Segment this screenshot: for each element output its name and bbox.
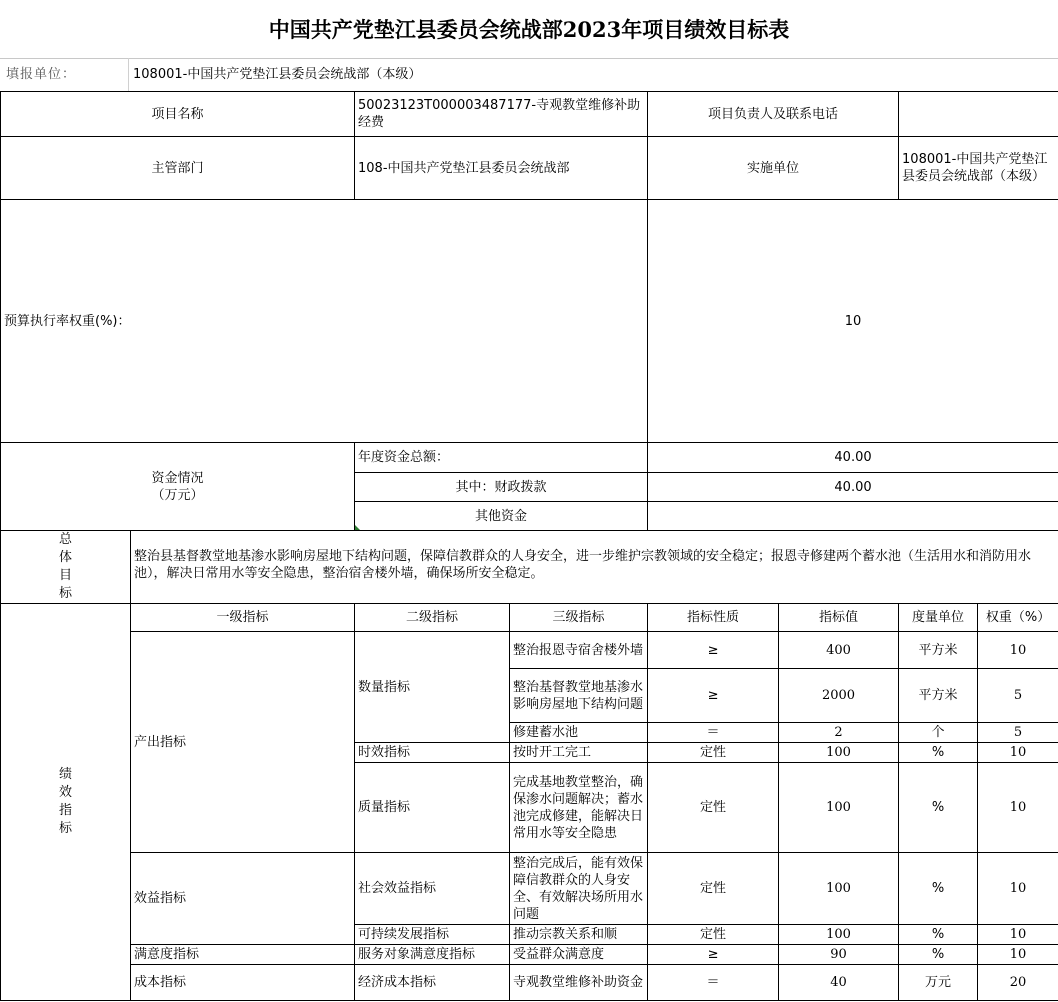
impl-unit-value[interactable]: 108001-中国共产党垫江县委员会统战部（本级）	[899, 137, 1058, 200]
level2-social-benefit: 社会效益指标	[355, 853, 510, 925]
funds-other-value[interactable]	[648, 502, 1058, 531]
level1-satisfaction: 满意度指标	[131, 945, 355, 965]
indicator-nature[interactable]: 定性	[648, 925, 779, 945]
budget-weight-label: 预算执行率权重(%)：	[1, 200, 648, 443]
report-unit-value[interactable]: 108001-中国共产党垫江县委员会统战部（本级）	[133, 67, 422, 82]
indicator-name[interactable]: 完成基地教堂整治，确保渗水问题解决；蓄水池完成修建，能解决日常用水等安全隐患	[510, 763, 648, 853]
level2-economic-cost: 经济成本指标	[355, 965, 510, 1001]
funds-total-label: 年度资金总额：	[355, 443, 648, 473]
indicator-nature[interactable]: 定性	[648, 763, 779, 853]
indicator-unit[interactable]: 平方米	[899, 669, 978, 723]
funds-fiscal-label: 其中：财政拨款	[355, 473, 648, 502]
indicator-value[interactable]: 100	[779, 925, 899, 945]
indicator-weight[interactable]: 5	[978, 669, 1058, 723]
performance-table	[0, 91, 1058, 1001]
header-unit: 度量单位	[899, 604, 978, 632]
indicator-name[interactable]: 整治报恩寺宿舍楼外墙	[510, 632, 648, 669]
report-unit-label: 填报单位：	[6, 67, 77, 82]
indicator-weight[interactable]: 10	[978, 743, 1058, 763]
overall-goal-label: 总体目标	[58, 532, 72, 601]
indicator-unit[interactable]: 平方米	[899, 632, 978, 669]
indicator-weight[interactable]: 10	[978, 853, 1058, 925]
header-level2: 二级指标	[355, 604, 510, 632]
funds-fiscal-value[interactable]: 40.00	[648, 473, 1058, 502]
indicator-name[interactable]: 修建蓄水池	[510, 723, 648, 743]
indicator-value[interactable]: 90	[779, 945, 899, 965]
indicator-unit[interactable]: %	[899, 763, 978, 853]
level2-timeliness: 时效指标	[355, 743, 510, 763]
indicator-value[interactable]: 40	[779, 965, 899, 1001]
indicator-weight[interactable]: 10	[978, 632, 1058, 669]
report-unit-row	[0, 58, 1058, 92]
funds-total-value[interactable]: 40.00	[648, 443, 1058, 473]
indicator-name[interactable]: 按时开工完工	[510, 743, 648, 763]
indicator-nature[interactable]: ＝	[648, 723, 779, 743]
indicator-unit[interactable]: %	[899, 945, 978, 965]
indicators-label: 绩效指标	[58, 767, 72, 836]
dept-label: 主管部门	[1, 137, 355, 200]
level1-output: 产出指标	[131, 632, 355, 853]
page-title: 中国共产党垫江县委员会统战部2023年项目绩效目标表	[0, 0, 1058, 59]
indicator-weight[interactable]: 5	[978, 723, 1058, 743]
overall-goal-text[interactable]: 整治县基督教堂地基渗水影响房屋地下结构问题，保障信教群众的人身安全，进一步维护宗教领域的安全稳定；报恩寺修建两个蓄水池（生活用水和消防用水池），解决日常用水等安全隐患，整治宿舍楼外墙，确保场所安全稳定。	[131, 531, 1058, 604]
indicator-unit[interactable]: %	[899, 925, 978, 945]
indicator-value[interactable]: 2	[779, 723, 899, 743]
project-name-label: 项目名称	[1, 92, 355, 137]
overall-goal-label-cell	[1, 531, 131, 604]
indicator-nature[interactable]: ≥	[648, 945, 779, 965]
indicator-weight[interactable]: 10	[978, 763, 1058, 853]
indicator-name[interactable]: 推动宗教关系和顺	[510, 925, 648, 945]
level1-benefit: 效益指标	[131, 853, 355, 945]
indicator-weight[interactable]: 20	[978, 965, 1058, 1001]
project-name-value[interactable]: 50023123T000003487177-寺观教堂维修补助经费	[355, 92, 648, 137]
indicator-nature[interactable]: 定性	[648, 743, 779, 763]
indicator-value[interactable]: 2000	[779, 669, 899, 723]
indicator-weight[interactable]: 10	[978, 925, 1058, 945]
indicator-name[interactable]: 整治完成后，能有效保障信教群众的人身安全、有效解决场所用水问题	[510, 853, 648, 925]
funds-other-label: 其他资金	[355, 502, 648, 531]
indicator-nature[interactable]: ＝	[648, 965, 779, 1001]
project-leader-value[interactable]	[899, 92, 1058, 137]
indicator-weight[interactable]: 10	[978, 945, 1058, 965]
indicator-unit[interactable]: %	[899, 743, 978, 763]
indicator-nature[interactable]: 定性	[648, 853, 779, 925]
level1-cost: 成本指标	[131, 965, 355, 1001]
indicator-name[interactable]: 受益群众满意度	[510, 945, 648, 965]
dept-value[interactable]: 108-中国共产党垫江县委员会统战部	[355, 137, 648, 200]
indicator-nature[interactable]: ≥	[648, 632, 779, 669]
indicator-unit[interactable]: 万元	[899, 965, 978, 1001]
indicator-name[interactable]: 寺观教堂维修补助资金	[510, 965, 648, 1001]
indicator-name[interactable]: 整治基督教堂地基渗水影响房屋地下结构问题	[510, 669, 648, 723]
impl-unit-label: 实施单位	[648, 137, 899, 200]
header-level3: 三级指标	[510, 604, 648, 632]
indicators-label-cell	[1, 604, 131, 1001]
indicator-value[interactable]: 100	[779, 743, 899, 763]
indicator-nature[interactable]: ≥	[648, 669, 779, 723]
header-weight: 权重（%）	[978, 604, 1058, 632]
indicator-value[interactable]: 100	[779, 853, 899, 925]
indicator-unit[interactable]: 个	[899, 723, 978, 743]
divider	[128, 58, 129, 91]
budget-weight-value[interactable]: 10	[648, 200, 1058, 443]
header-value: 指标值	[779, 604, 899, 632]
header-nature: 指标性质	[648, 604, 779, 632]
indicator-value[interactable]: 100	[779, 763, 899, 853]
level2-sustainable: 可持续发展指标	[355, 925, 510, 945]
funds-label: 资金情况 （万元）	[1, 443, 355, 531]
indicator-unit[interactable]: %	[899, 853, 978, 925]
indicator-value[interactable]: 400	[779, 632, 899, 669]
level2-quality: 质量指标	[355, 763, 510, 853]
project-leader-label: 项目负责人及联系电话	[648, 92, 899, 137]
level2-service-satisfaction: 服务对象满意度指标	[355, 945, 510, 965]
level2-quantity: 数量指标	[355, 632, 510, 743]
header-level1: 一级指标	[131, 604, 355, 632]
